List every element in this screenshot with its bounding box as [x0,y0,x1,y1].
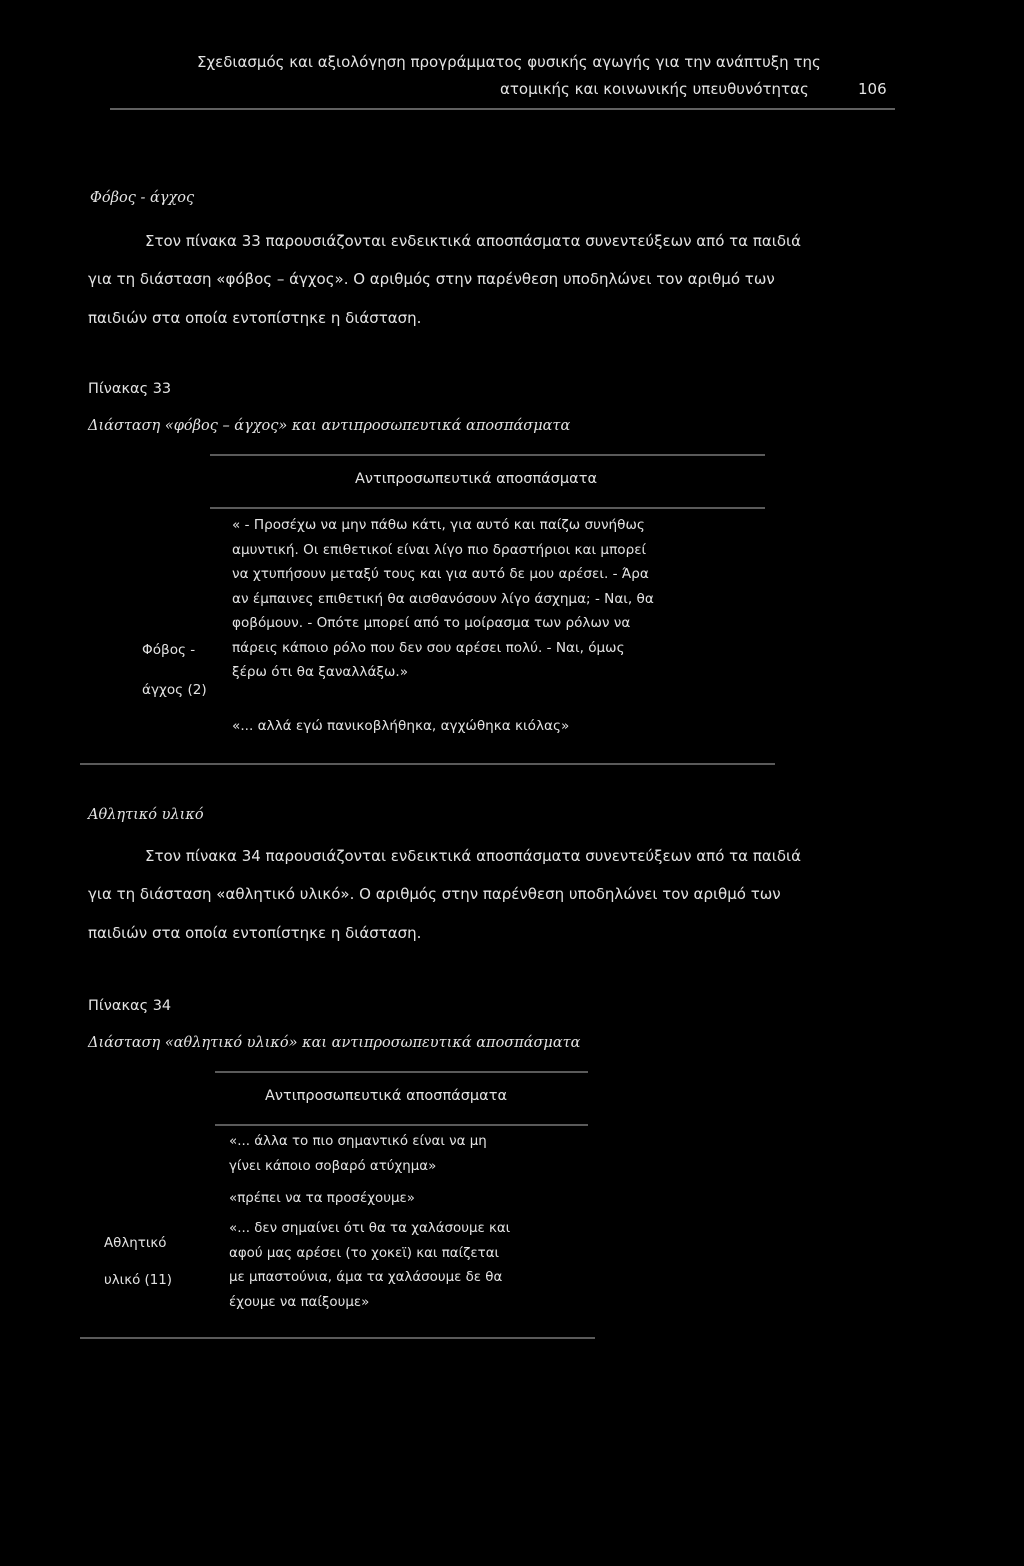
paragraph-line: για τη διάσταση «αθλητικό υλικό». Ο αριθμός στην παρένθεση υποδηλώνει τον αριθμό των [88,885,781,903]
excerpt-line: να χτυπήσουν μεταξύ τους και για αυτό δε μου αρέσει. - Άρα [232,566,649,582]
excerpt-line: ξέρω ότι θα ξαναλλάξω.» [232,664,409,680]
table-row-label: Φόβος - [142,642,196,658]
paragraph-line: παιδιών στα οποία εντοπίστηκε η διάσταση. [88,924,422,942]
excerpt-line: αφού μας αρέσει (το χοκεϊ) και παίζεται [229,1246,500,1261]
table-caption: Διάσταση «αθλητικό υλικό» και αντιπροσωπευτικά αποσπάσματα [88,1035,581,1051]
table-column-header: Αντιπροσωπευτικά αποσπάσματα [355,471,597,487]
excerpt-line: «... αλλά εγώ πανικοβλήθηκα, αγχώθηκα κιόλας» [232,718,570,734]
table-row-label: υλικό (11) [104,1273,173,1288]
excerpt-line: αμυντική. Οι επιθετικοί είναι λίγο πιο δραστήριοι και μπορεί [232,542,647,558]
table-row-label: Αθλητικό [104,1236,167,1251]
table-caption: Διάσταση «φόβος – άγχος» και αντιπροσωπευτικά αποσπάσματα [88,418,571,434]
paragraph-line: για τη διάσταση «φόβος – άγχος». Ο αριθμός στην παρένθεση υποδηλώνει τον αριθμό των [88,270,775,288]
header-line-1: Σχεδιασμός και αξιολόγηση προγράμματος φυσικής αγωγής για την ανάπτυξη της [197,53,821,71]
excerpt-line: φοβόμουν. - Οπότε μπορεί από το μοίρασμα των ρόλων να [232,615,631,631]
table-label: Πίνακας 34 [88,998,172,1014]
page-number: 106 [858,80,887,98]
excerpt-line: έχουμε να παίξουμε» [229,1295,370,1310]
excerpt-line: «πρέπει να τα προσέχουμε» [229,1191,415,1206]
table-row-label: άγχος (2) [142,682,207,698]
paragraph-line: παιδιών στα οποία εντοπίστηκε η διάσταση. [88,309,422,327]
table-label: Πίνακας 33 [88,381,172,397]
section-heading: Φόβος - άγχος [90,190,195,206]
excerpt-line: «... άλλα το πιο σημαντικό είναι να μη [229,1134,487,1149]
excerpt-line: αν έμπαινες επιθετική θα αισθανόσουν λίγο άσχημα; - Ναι, θα [232,591,654,607]
excerpt-line: « - Προσέχω να μην πάθω κάτι, για αυτό και παίζω συνήθως [232,517,645,533]
section-heading: Αθλητικό υλικό [88,807,204,823]
paragraph-line: Στον πίνακα 34 παρουσιάζονται ενδεικτικά αποσπάσματα συνεντεύξεων από τα παιδιά [145,847,801,865]
excerpt-line: γίνει κάποιο σοβαρό ατύχημα» [229,1159,437,1174]
excerpt-line: «... δεν σημαίνει ότι θα τα χαλάσουμε και [229,1221,511,1236]
excerpt-line: πάρεις κάποιο ρόλο που δεν σου αρέσει πολύ. - Ναι, όμως [232,640,625,656]
paragraph-line: Στον πίνακα 33 παρουσιάζονται ενδεικτικά αποσπάσματα συνεντεύξεων από τα παιδιά [145,232,801,250]
excerpt-line: με μπαστούνια, άμα τα χαλάσουμε δε θα [229,1270,503,1285]
table-column-header: Αντιπροσωπευτικά αποσπάσματα [265,1088,507,1104]
header-line-2: ατομικής και κοινωνικής υπευθυνότητας [500,80,809,98]
